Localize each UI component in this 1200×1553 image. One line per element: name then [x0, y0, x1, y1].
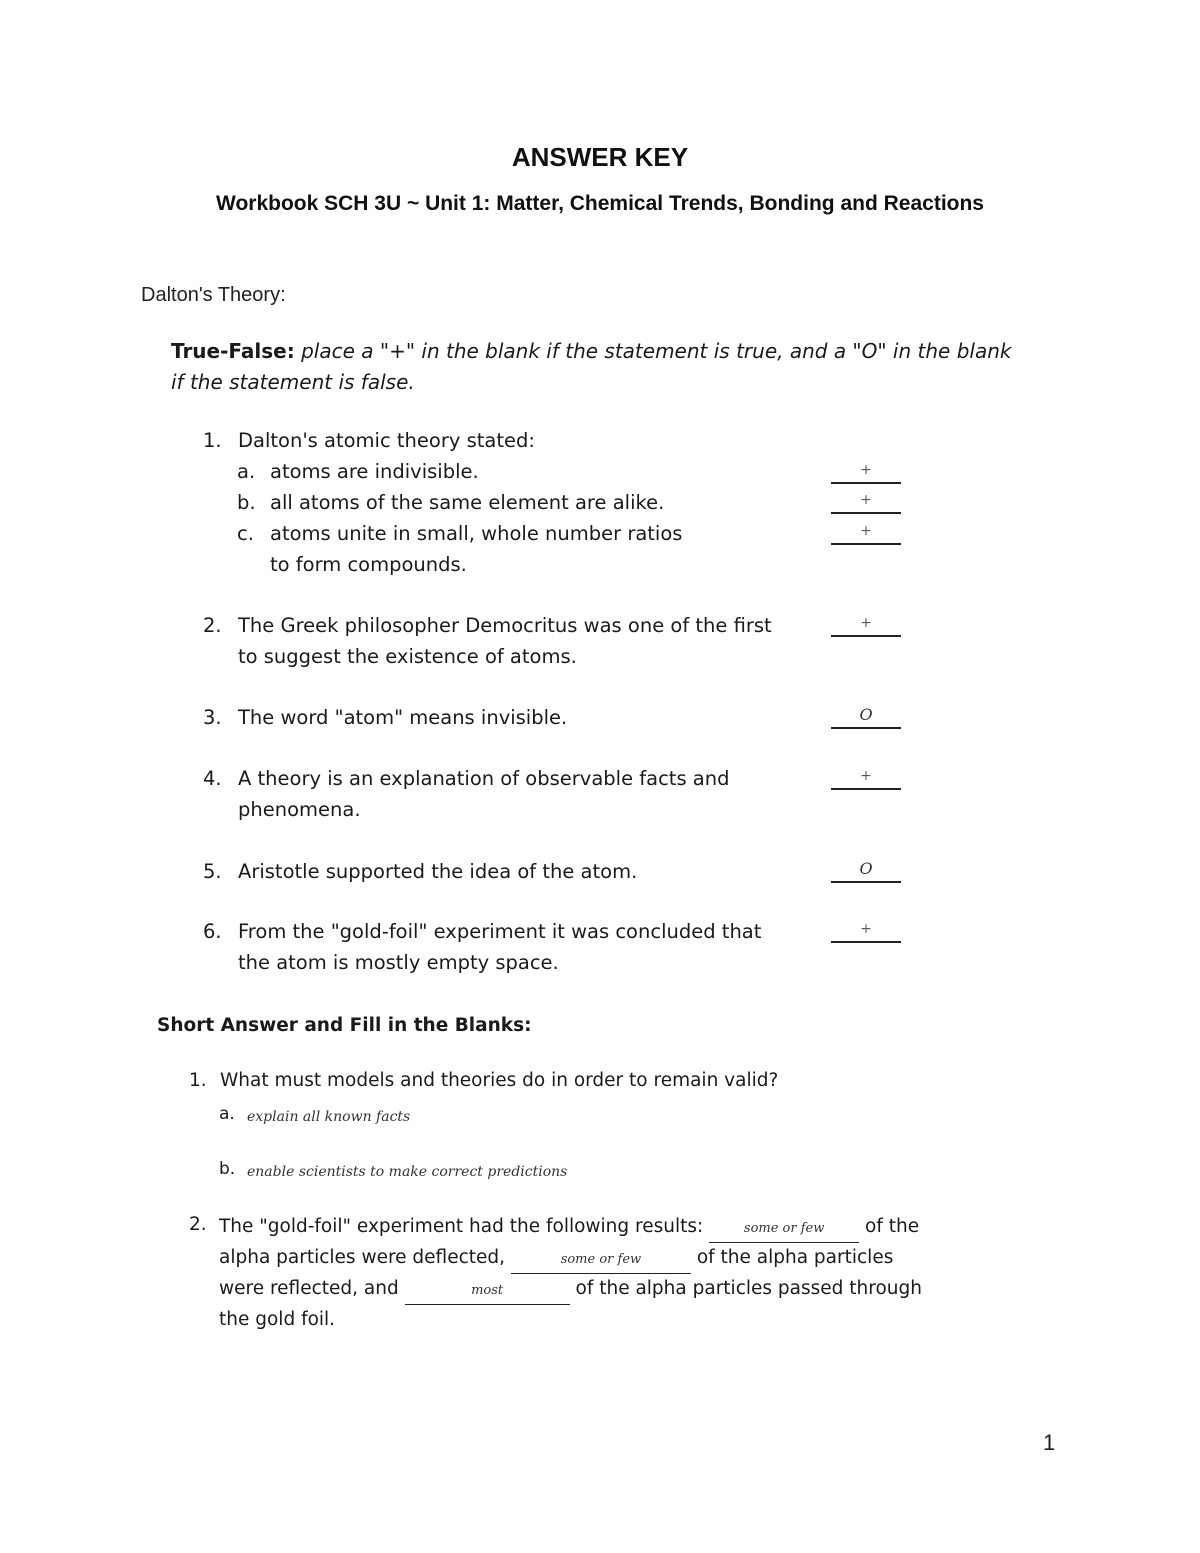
sa-question-2-number: 2.	[189, 1214, 207, 1235]
question-text: Dalton's atomic theory stated:	[238, 429, 535, 452]
sub-letter: a.	[237, 460, 256, 483]
question-number: 1.	[189, 1070, 207, 1091]
answer-blank-2: +	[831, 613, 901, 637]
q2-text-3: alpha particles were deflected,	[219, 1247, 506, 1268]
question-text: What must models and theories do in order to remain valid?	[220, 1070, 779, 1091]
sa-question-2	[219, 1212, 1019, 1334]
question-number: 3.	[203, 706, 222, 729]
question-text-cont: phenomena.	[238, 798, 361, 821]
page-number: 1	[1043, 1430, 1056, 1455]
instruction-line-1: place a "+" in the blank if the statement is true, and a "O" in the blank	[301, 339, 1012, 363]
sub-text: atoms are indivisible.	[270, 460, 479, 483]
page-subtitle: Workbook SCH 3U ~ Unit 1: Matter, Chemical Trends, Bonding and Reactions	[216, 192, 984, 215]
sa-answer-b-letter: b.	[219, 1159, 236, 1179]
q2-text-7: the gold foil.	[219, 1309, 336, 1330]
question-number: 4.	[203, 767, 222, 790]
true-false-heading: True-False:	[171, 339, 295, 363]
instruction-line-2: if the statement is false.	[171, 370, 415, 394]
sa-answer-a: explain all known facts	[247, 1109, 411, 1125]
question-text: A theory is an explanation of observable facts and	[238, 767, 730, 790]
section-label: Dalton's Theory:	[141, 284, 286, 306]
answer-blank-5: O	[831, 859, 901, 883]
question-text: The word "atom" means invisible.	[238, 706, 568, 729]
q2-text-6: of the alpha particles passed through	[575, 1278, 922, 1299]
q2-text-1: The "gold-foil" experiment had the following results:	[219, 1216, 704, 1237]
answer-blank-4: +	[831, 766, 901, 790]
question-text-cont: to suggest the existence of atoms.	[238, 645, 577, 668]
question-text-cont: the atom is mostly empty space.	[238, 951, 559, 974]
sub-letter: b.	[237, 491, 256, 514]
sub-letter: c.	[237, 522, 254, 545]
question-text: Aristotle supported the idea of the atom.	[238, 860, 638, 883]
sa-answer-b: enable scientists to make correct predictions	[247, 1164, 568, 1180]
q2-text-2: of the	[865, 1216, 920, 1237]
question-text: The Greek philosopher Democritus was one of the first	[238, 614, 772, 637]
question-text: From the "gold-foil" experiment it was concluded that	[238, 920, 762, 943]
answer-blank-3: O	[831, 705, 901, 729]
q2-text-5: were reflected, and	[219, 1278, 399, 1299]
sub-text: all atoms of the same element are alike.	[270, 491, 665, 514]
fill-blank-2: some or few	[511, 1251, 691, 1274]
answer-blank-1a: +	[831, 460, 901, 484]
sa-answer-a-letter: a.	[219, 1104, 235, 1124]
sub-text: atoms unite in small, whole number ratios	[270, 522, 683, 545]
question-number: 5.	[203, 860, 222, 883]
answer-blank-6: +	[831, 919, 901, 943]
fill-blank-1: some or few	[709, 1220, 859, 1243]
answer-blank-1b: +	[831, 490, 901, 514]
short-answer-heading: Short Answer and Fill in the Blanks:	[157, 1015, 532, 1036]
answer-blank-1c: +	[831, 521, 901, 545]
q2-text-4: of the alpha particles	[696, 1247, 894, 1268]
question-number: 6.	[203, 920, 222, 943]
fill-blank-3: most	[405, 1282, 570, 1305]
sub-text-cont: to form compounds.	[270, 553, 467, 576]
question-number: 2.	[203, 614, 222, 637]
page-title: ANSWER KEY	[511, 142, 689, 172]
question-number: 1.	[203, 429, 222, 452]
true-false-instructions	[171, 336, 1051, 398]
